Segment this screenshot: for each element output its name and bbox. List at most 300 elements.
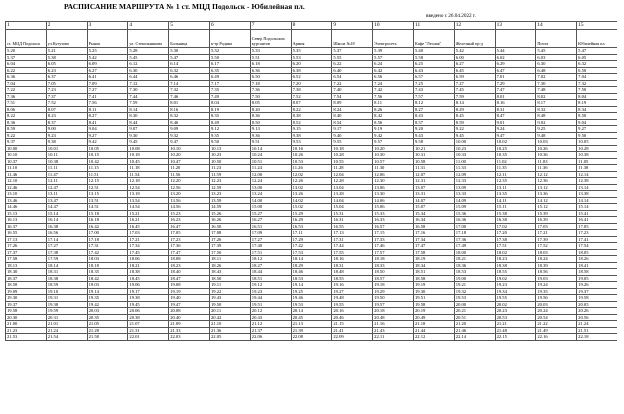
table-cell: 9.01 [495, 119, 536, 126]
table-cell: 9.17 [332, 126, 373, 133]
table-cell: 18.14 [46, 262, 87, 269]
table-cell: 11.11 [46, 165, 87, 172]
table-cell: 10.02 [495, 139, 536, 146]
table-cell: 7.57 [413, 93, 454, 100]
table-cell: 21.16 [373, 321, 414, 328]
table-cell: 7.14 [169, 80, 210, 87]
table-cell: 16.51 [250, 223, 291, 230]
table-cell: 13.10 [6, 191, 47, 198]
table-cell: 19.22 [209, 288, 250, 295]
table-cell: 19.19 [169, 288, 210, 295]
table-cell: 14.11 [495, 197, 536, 204]
table-cell: 6.36 [250, 67, 291, 74]
table-cell: 17.15 [373, 230, 414, 237]
table-cell: 19.47 [169, 301, 210, 308]
table-cell: 6.03 [536, 54, 577, 61]
table-cell: 13.14 [577, 184, 617, 191]
table-cell: 19.37 [6, 301, 47, 308]
table-cell: 6.47 [495, 67, 536, 74]
table-cell: Юбилейная пл. [577, 30, 617, 48]
table-cell: 18.23 [169, 262, 210, 269]
table-cell: 14.00 [250, 197, 291, 204]
table-cell: 19.59 [46, 308, 87, 315]
table-cell: 5 [169, 22, 210, 30]
table-cell: 14.02 [291, 197, 332, 204]
table-cell: 17.54 [577, 243, 617, 250]
table-cell: 7.42 [373, 87, 414, 94]
table-cell: 18.48 [332, 269, 373, 276]
table-cell: 5.37 [6, 54, 47, 61]
table-cell: 7.48 [536, 87, 577, 94]
table-cell: 10.03 [536, 139, 577, 146]
table-cell: 17.27 [46, 243, 87, 250]
table-cell: 4 [128, 22, 169, 30]
table-cell: 8.07 [291, 100, 332, 107]
table-cell: 15.26 [209, 210, 250, 217]
table-cell: 21.15 [332, 321, 373, 328]
table-cell: 20.51 [454, 314, 495, 321]
table-cell: 10.05 [577, 139, 617, 146]
table-cell: 9.25 [536, 126, 577, 133]
table-cell: 11.31 [413, 165, 454, 172]
table-cell: 18.23 [495, 256, 536, 263]
table-cell: 7.20 [291, 80, 332, 87]
table-cell: 22.08 [291, 334, 332, 341]
table-cell: ст. МЦД Подольск [6, 30, 47, 48]
table-cell: 13.30 [373, 191, 414, 198]
table-cell: 20.35 [87, 314, 128, 321]
table-cell: 11.10 [6, 165, 47, 172]
table-cell: 17.08 [209, 230, 250, 237]
table-cell: 8.43 [413, 113, 454, 120]
table-cell: 8.48 [536, 113, 577, 120]
table-cell: 16.21 [128, 217, 169, 224]
table-cell: 9.50 [209, 139, 250, 146]
table-cell: 5.45 [536, 48, 577, 55]
table-cell: 5.50 [209, 54, 250, 61]
table-cell: 9.55 [332, 139, 373, 146]
table-cell: 19.43 [209, 295, 250, 302]
table-cell: 15.14 [577, 204, 617, 211]
table-cell: 17.39 [209, 243, 250, 250]
table-cell: 17.58 [413, 249, 454, 256]
table-cell: 12.54 [128, 184, 169, 191]
table-cell: 12.06 [373, 171, 414, 178]
table-cell: 5.42 [454, 48, 495, 55]
table-cell: 7.01 [495, 74, 536, 81]
table-cell: 19.57 [373, 301, 414, 308]
table-cell: 7.50 [577, 87, 617, 94]
table-cell: 17.02 [495, 223, 536, 230]
table-cell: 7.09 [87, 80, 128, 87]
table-cell: 16.37 [6, 223, 47, 230]
table-cell: 15.18 [87, 210, 128, 217]
table-cell: 21.18 [413, 321, 454, 328]
table-cell: 12.56 [169, 184, 210, 191]
table-cell: 5.33 [250, 48, 291, 55]
table-cell: 18.35 [87, 269, 128, 276]
table-cell: 10.55 [332, 158, 373, 165]
table-cell: 9.38 [46, 139, 87, 146]
table-cell: 17.34 [413, 236, 454, 243]
table-cell: 5.47 [169, 54, 210, 61]
table-cell: 18.30 [6, 269, 47, 276]
table-cell: 11.47 [46, 171, 87, 178]
table-cell: 18.50 [209, 275, 250, 282]
table-cell: 11.03 [536, 158, 577, 165]
table-cell: 10.37 [6, 158, 47, 165]
table-cell: Север Подольских курсантов [250, 30, 291, 48]
table-cell: 7.22 [6, 87, 47, 94]
table-cell: 17.03 [536, 223, 577, 230]
table-cell: 13.38 [577, 191, 617, 198]
table-cell: 5.57 [373, 54, 414, 61]
table-cell: 7.25 [413, 80, 454, 87]
table-cell: 11.02 [495, 158, 536, 165]
table-cell: 12.36 [536, 178, 577, 185]
table-cell: 21.41 [332, 327, 373, 334]
table-cell: 17.09 [250, 230, 291, 237]
column-number-row [6, 22, 618, 30]
table-cell: 19.35 [87, 295, 128, 302]
table-cell: 21.36 [209, 327, 250, 334]
table-cell: 5.55 [332, 54, 373, 61]
table-cell: 9.43 [413, 132, 454, 139]
table-cell: 18.39 [536, 262, 577, 269]
table-cell: 12.02 [291, 171, 332, 178]
table-cell: 8.54 [332, 119, 373, 126]
table-cell: 19.45 [128, 301, 169, 308]
table-cell: 18.29 [291, 262, 332, 269]
table-cell: 17.47 [169, 249, 210, 256]
table-cell: 7.18 [250, 80, 291, 87]
table-cell: 11.00 [454, 158, 495, 165]
table-cell: 7.29 [495, 80, 536, 87]
table-cell: 7.02 [536, 74, 577, 81]
table-cell: 13.31 [413, 191, 454, 198]
table-cell: 13.54 [128, 197, 169, 204]
table-cell: 16.47 [169, 223, 210, 230]
table-cell: 21.21 [495, 321, 536, 328]
table-cell: 19.55 [495, 295, 536, 302]
table-cell: 12.07 [413, 171, 454, 178]
table-cell: 9.50 [577, 132, 617, 139]
table-cell: 19.29 [373, 288, 414, 295]
table-cell: 15.06 [373, 204, 414, 211]
table-cell: 15.39 [536, 210, 577, 217]
table-cell: 10.23 [209, 152, 250, 159]
table-cell: 8.36 [6, 119, 47, 126]
table-cell: 19.38 [128, 295, 169, 302]
table-cell: 6.27 [87, 67, 128, 74]
table-cell: 16.55 [6, 230, 47, 237]
table-cell: 8.29 [454, 106, 495, 113]
table-cell: 3 [87, 22, 128, 30]
table-cell: 16.36 [454, 217, 495, 224]
table-cell: 11 [413, 22, 454, 30]
table-cell: 10.10 [169, 145, 210, 152]
table-cell: 10.51 [250, 158, 291, 165]
table-cell: 20.43 [250, 314, 291, 321]
table-cell: 18.41 [577, 262, 617, 269]
schedule-sheet [5, 21, 617, 411]
table-cell: 13.28 [332, 191, 373, 198]
table-cell: 21.23 [6, 327, 47, 334]
table-cell: 10.10 [6, 152, 47, 159]
table-cell: 9.36 [250, 132, 291, 139]
table-cell: 10.53 [291, 158, 332, 165]
table-cell: Железный пр-д [454, 30, 495, 48]
table-cell: 18.43 [209, 269, 250, 276]
table-cell: 10.20 [373, 145, 414, 152]
table-cell: 7.22 [332, 80, 373, 87]
table-cell: 8.14 [454, 100, 495, 107]
table-cell: 10.13 [209, 145, 250, 152]
table-cell: 15.34 [413, 210, 454, 217]
table-cell: 9.58 [413, 139, 454, 146]
table-cell: 16.14 [46, 217, 87, 224]
table-cell: 16.45 [128, 223, 169, 230]
table-cell: 12.00 [250, 171, 291, 178]
table-cell: 6.32 [577, 61, 617, 68]
table-cell: 8.45 [454, 113, 495, 120]
table-cell: 9.42 [373, 132, 414, 139]
table-cell: 10.20 [169, 152, 210, 159]
table-cell: 6.36 [6, 74, 47, 81]
table-cell: 18.31 [46, 269, 87, 276]
table-cell: 7.27 [87, 87, 128, 94]
table-cell: 13.07 [413, 184, 454, 191]
table-cell: 7.51 [6, 100, 47, 107]
table-cell: 17.00 [87, 230, 128, 237]
table-cell: 19.37 [577, 288, 617, 295]
table-cell: 11.23 [209, 165, 250, 172]
table-cell: 19.46 [291, 295, 332, 302]
table-cell: 15.23 [169, 210, 210, 217]
table-cell: 13.06 [373, 184, 414, 191]
table-cell: 15.00 [250, 204, 291, 211]
table-cell: 17.53 [291, 249, 332, 256]
table-cell: Рынок [87, 30, 128, 48]
table-cell: 19.51 [413, 295, 454, 302]
table-cell: 9.45 [454, 132, 495, 139]
table-cell: 10.31 [413, 152, 454, 159]
table-cell: 13.04 [332, 184, 373, 191]
table-cell: 17.41 [577, 236, 617, 243]
table-cell: 10.57 [373, 158, 414, 165]
table-cell: 18.36 [454, 262, 495, 269]
table-cell: 17.05 [169, 230, 210, 237]
table-cell: 10.23 [454, 145, 495, 152]
table-cell: 14.59 [209, 204, 250, 211]
table-cell: 18.46 [291, 269, 332, 276]
table-cell: 19.51 [250, 301, 291, 308]
table-cell: 12.12 [536, 171, 577, 178]
table-cell: 7.40 [332, 87, 373, 94]
table-cell: 21.58 [87, 334, 128, 341]
table-cell: 16.57 [373, 223, 414, 230]
table-cell: 12.46 [6, 184, 47, 191]
table-cell: 7.27 [454, 80, 495, 87]
table-cell: 5.20 [6, 48, 47, 55]
table-cell: 9.37 [6, 139, 47, 146]
table-cell: 7.44 [128, 93, 169, 100]
table-cell: 12.11 [46, 178, 87, 185]
table-cell: 17.51 [250, 249, 291, 256]
table-cell: 7.38 [291, 87, 332, 94]
table-cell: 21.13 [291, 321, 332, 328]
table-cell: 13.36 [536, 191, 577, 198]
table-cell: 17.58 [6, 256, 47, 263]
table-cell: 10.08 [128, 145, 169, 152]
table-cell: Школа №18 [332, 30, 373, 48]
table-cell: 15 [577, 22, 617, 30]
table-cell: 15.29 [291, 210, 332, 217]
table-cell: 18.58 [413, 275, 454, 282]
table-cell: 18.26 [209, 262, 250, 269]
table-cell: 9.00 [46, 126, 87, 133]
table-cell: 8.27 [413, 106, 454, 113]
table-cell: 17.39 [536, 236, 577, 243]
table-cell: 11.46 [6, 171, 47, 178]
table-cell: 6.40 [332, 67, 373, 74]
table-cell: 19.02 [495, 275, 536, 282]
table-cell: 17.42 [87, 249, 128, 256]
table-cell: 8.06 [6, 106, 47, 113]
table-cell: 19.09 [6, 288, 47, 295]
table-cell: 15.27 [250, 210, 291, 217]
table-cell: 17.52 [536, 243, 577, 250]
table-cell: 9.02 [536, 119, 577, 126]
table-cell: 17.45 [128, 249, 169, 256]
table-cell: 21.39 [291, 327, 332, 334]
table-cell: Армия [291, 30, 332, 48]
table-cell: 8.36 [250, 113, 291, 120]
table-cell: 15.02 [291, 204, 332, 211]
table-cell: 5.35 [291, 48, 332, 55]
table-cell: 7.49 [209, 93, 250, 100]
table-cell: 21.01 [46, 321, 87, 328]
table-cell: 6.43 [413, 67, 454, 74]
table-cell: 10.28 [332, 152, 373, 159]
table-cell: 18.33 [373, 262, 414, 269]
table-cell: 6.30 [128, 67, 169, 74]
table-cell: 17.26 [209, 236, 250, 243]
table-cell: 11.33 [454, 165, 495, 172]
table-cell: 20.21 [454, 308, 495, 315]
table-cell: 15.07 [413, 204, 454, 211]
table-cell: 7.32 [169, 87, 210, 94]
table-cell: 7.52 [46, 100, 87, 107]
table-cell: 8.59 [454, 119, 495, 126]
table-cell: 7.04 [6, 80, 47, 87]
table-cell: 16.26 [209, 217, 250, 224]
table-cell: 19.11 [209, 282, 250, 289]
table-cell: 8.32 [536, 106, 577, 113]
table-cell: 5.42 [87, 54, 128, 61]
table-cell: 7.30 [536, 80, 577, 87]
table-cell: 9.09 [169, 126, 210, 133]
table-cell: 17.13 [6, 236, 47, 243]
table-cell: 15.21 [128, 210, 169, 217]
table-cell: 14.56 [169, 204, 210, 211]
table-cell: 13.15 [87, 191, 128, 198]
table-cell: 11.24 [250, 165, 291, 172]
table-cell: 6.38 [291, 67, 332, 74]
table-cell: 18.37 [6, 275, 47, 282]
table-cell: 20.19 [413, 308, 454, 315]
table-cell: 17.38 [46, 249, 87, 256]
table-cell: 9.51 [250, 139, 291, 146]
table-cell: 17.05 [577, 223, 617, 230]
table-cell: 6.49 [209, 74, 250, 81]
table-cell: 19.12 [250, 282, 291, 289]
table-cell: 17.21 [536, 230, 577, 237]
table-cell: 12.11 [495, 171, 536, 178]
table-cell: 8.26 [373, 106, 414, 113]
table-cell: 17.50 [209, 249, 250, 256]
table-cell: 9.22 [454, 126, 495, 133]
table-cell: 20.31 [46, 314, 87, 321]
table-cell: 17.34 [128, 243, 169, 250]
table-cell: 16.23 [169, 217, 210, 224]
table-cell: 16.27 [250, 217, 291, 224]
table-cell: 19.53 [454, 295, 495, 302]
table-cell: ул.Кутузова [46, 30, 87, 48]
table-cell: 19.19 [413, 282, 454, 289]
table-cell: 19.21 [454, 282, 495, 289]
table-cell: 12.35 [495, 178, 536, 185]
table-cell: 7.24 [373, 80, 414, 87]
table-cell: 7.56 [87, 100, 128, 107]
table-cell: 8.20 [250, 106, 291, 113]
table-cell: 8.19 [577, 100, 617, 107]
table-cell: 9.57 [373, 139, 414, 146]
table-cell: 19.30 [6, 295, 47, 302]
table-cell: 20.49 [413, 314, 454, 321]
table-cell: 16.42 [87, 223, 128, 230]
table-cell: 9.23 [46, 132, 87, 139]
table-cell: 9.38 [291, 132, 332, 139]
table-cell: 19.27 [332, 288, 373, 295]
table-cell: 14.51 [87, 204, 128, 211]
table-cell: 10.26 [536, 145, 577, 152]
table-cell: 18.26 [577, 256, 617, 263]
table-cell: 11.59 [209, 171, 250, 178]
table-cell: 7.59 [454, 93, 495, 100]
table-cell: 12.33 [454, 178, 495, 185]
table-cell: 15.38 [495, 210, 536, 217]
table-cell: 7.45 [454, 87, 495, 94]
table-cell: 14.04 [332, 197, 373, 204]
table-cell: 21.33 [169, 327, 210, 334]
table-cell: 5.38 [46, 54, 87, 61]
table-cell: 7.30 [128, 87, 169, 94]
table-cell: 6.29 [495, 61, 536, 68]
table-cell: 12.14 [577, 171, 617, 178]
table-cell: 18.21 [128, 262, 169, 269]
table-cell: 1 [6, 22, 47, 30]
table-cell: 18.00 [454, 249, 495, 256]
table-cell: 17.37 [6, 249, 47, 256]
table-cell: 8.35 [209, 113, 250, 120]
table-cell: 9 [332, 22, 373, 30]
table-cell: 10.18 [128, 152, 169, 159]
table-cell: 17.40 [250, 243, 291, 250]
table-cell: 18.38 [128, 269, 169, 276]
table-cell: 6.24 [373, 61, 414, 68]
table-cell: 7.59 [128, 100, 169, 107]
